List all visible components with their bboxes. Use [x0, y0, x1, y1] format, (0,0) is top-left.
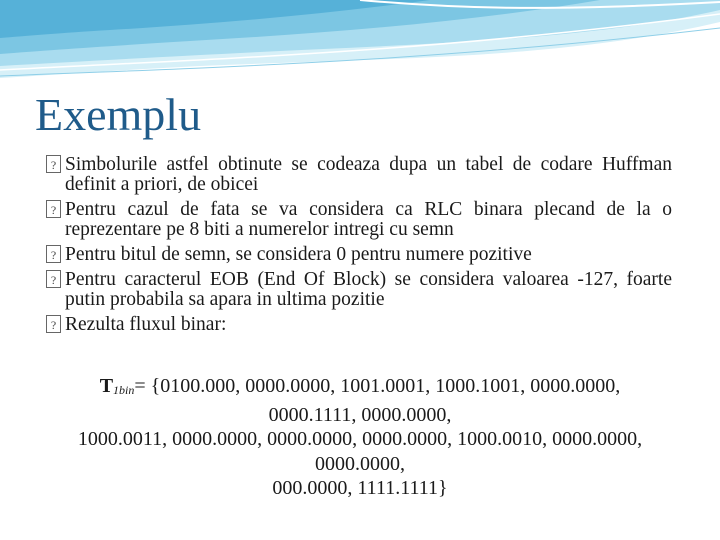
formula-line-5: 000.0000, 1111.1111} — [272, 477, 448, 499]
bullet-item — [48, 315, 672, 335]
header-wave-decoration — [0, 0, 720, 90]
binary-stream-formula — [36, 374, 684, 501]
bullet-text: Simbolurile astfel obtinute se codeaza dupa un tabel de codare Huffman definit a priori, de obicei — [65, 154, 672, 195]
missing-glyph-bullet-icon: ? — [46, 315, 61, 333]
formula-symbol: T — [99, 375, 114, 397]
formula-line-2: 0000.1111, 0000.0000, — [268, 403, 452, 426]
bullet-item — [48, 270, 672, 310]
bullet-item — [48, 200, 672, 240]
formula-subscript: 1bin — [113, 383, 135, 397]
formula-line-3: 1000.0011, 0000.0000, 0000.0000, 0000.0000, 1000.0010, 0000.0000, — [77, 428, 643, 450]
bullet-list — [48, 155, 672, 340]
missing-glyph-bullet-icon: ? — [46, 270, 61, 288]
bullet-text: Rezulta fluxul binar: — [65, 314, 227, 335]
slide-title: Exemplu — [35, 89, 202, 140]
formula-line-4: 0000.0000, — [315, 452, 405, 475]
formula-line-1 — [36, 374, 684, 403]
bullet-text: Pentru cazul de fata se va considera ca RLC binara plecand de la o reprezentare pe 8 biti a numerelor intregi cu semn — [65, 199, 672, 240]
missing-glyph-bullet-icon: ? — [46, 155, 61, 173]
bullet-text: Pentru caracterul EOB (End Of Block) se considera valoarea -127, foarte putin probabila sa apara in ultima pozitie — [65, 269, 672, 310]
missing-glyph-bullet-icon: ? — [46, 200, 61, 218]
formula-line-1-text: = {0100.000, 0000.0000, 1001.0001, 1000.1001, 0000.0000, — [134, 375, 621, 397]
bullet-item — [48, 245, 672, 265]
bullet-text: Pentru bitul de semn, se considera 0 pentru numere pozitive — [65, 244, 532, 265]
missing-glyph-bullet-icon: ? — [46, 245, 61, 263]
bullet-item — [48, 155, 672, 195]
